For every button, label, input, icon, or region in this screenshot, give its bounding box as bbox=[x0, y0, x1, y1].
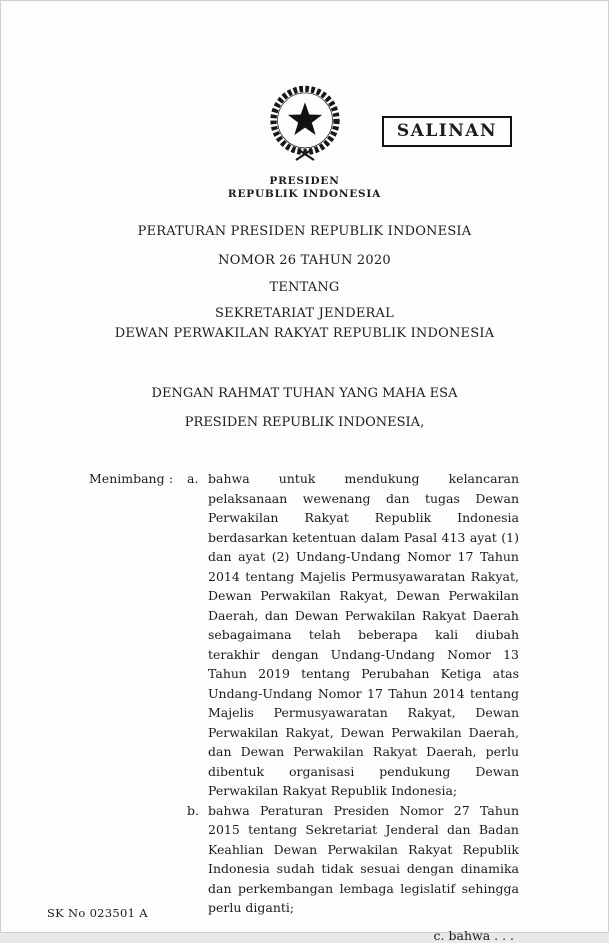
considering-row bbox=[89, 469, 519, 918]
item-text-a: bahwa untuk mendukung kelancaran pelaksanaan wewenang dan tugas Dewan Perwakilan Rakyat Republik Indonesia berdasarkan ketentuan dalam Pasal 413 ayat (1) dan ayat (2) Undang-Undang Nomor 17 Tahun 2014 tentang Majelis Permusyawaratan Rakyat, Dewan Perwakilan Rakyat, Dewan Perwakilan Daerah, dan Dewan Perwakilan Rakyat Daerah sebagaimana telah beberapa kali diubah terakhir dengan Undang-Undang Nomor 13 Tahun 2019 tentang Perubahan Ketiga atas Undang-Undang Nomor 17 Tahun 2014 tentang Majelis Permusyawaratan Rakyat, Dewan Perwakilan Rakyat, Dewan Perwakilan Daerah, dan Dewan Perwakilan Rakyat Daerah, perlu dibentuk organisasi pendukung Dewan Perwakilan Rakyat Republik Indonesia; bbox=[208, 471, 519, 798]
document-control-number: SK No 023501 A bbox=[47, 906, 148, 920]
considering-colon: : bbox=[169, 471, 174, 486]
preamble bbox=[1, 386, 608, 430]
title-line-1: PERATURAN PRESIDEN REPUBLIK INDONESIA bbox=[137, 224, 472, 239]
considering-items bbox=[187, 469, 519, 918]
title-subject-1: SEKRETARIAT JENDERAL bbox=[215, 306, 394, 321]
letterhead-republik-indonesia: REPUBLIK INDONESIA bbox=[227, 188, 382, 200]
letterhead bbox=[1, 175, 608, 201]
title-tentang: TENTANG bbox=[269, 280, 340, 295]
preamble-grace: DENGAN RAHMAT TUHAN YANG MAHA ESA bbox=[151, 386, 458, 401]
page-continuation-catchword: c. bahwa . . . bbox=[433, 927, 514, 943]
considering-item-a bbox=[187, 469, 519, 801]
considering-item-b bbox=[187, 801, 519, 918]
considering-label: Menimbang bbox=[89, 471, 165, 486]
item-marker-a: a. bbox=[187, 471, 199, 486]
item-text-b: bahwa Peraturan Presiden Nomor 27 Tahun 2015 tentang Sekretariat Jenderal dan Badan Keahlian Dewan Perwakilan Rakyat Republik Indonesia sudah tidak sesuai dengan dinamika dan perkembangan lembaga legislatif sehingga perlu diganti; bbox=[208, 802, 519, 915]
salinan-copy-stamp bbox=[382, 116, 512, 147]
preamble-president: PRESIDEN REPUBLIK INDONESIA, bbox=[184, 415, 425, 430]
salinan-label: SALINAN bbox=[396, 121, 497, 141]
regulation-title bbox=[1, 224, 608, 341]
title-subject-2: DEWAN PERWAKILAN RAKYAT REPUBLIK INDONESIA bbox=[114, 326, 495, 341]
title-number: NOMOR 26 TAHUN 2020 bbox=[218, 253, 391, 268]
presidential-star-wreath-icon bbox=[259, 79, 351, 169]
presidential-emblem bbox=[259, 79, 351, 173]
considering-section bbox=[1, 469, 608, 918]
item-marker-b: b. bbox=[187, 802, 199, 818]
letterhead-presiden: PRESIDEN bbox=[269, 175, 340, 187]
